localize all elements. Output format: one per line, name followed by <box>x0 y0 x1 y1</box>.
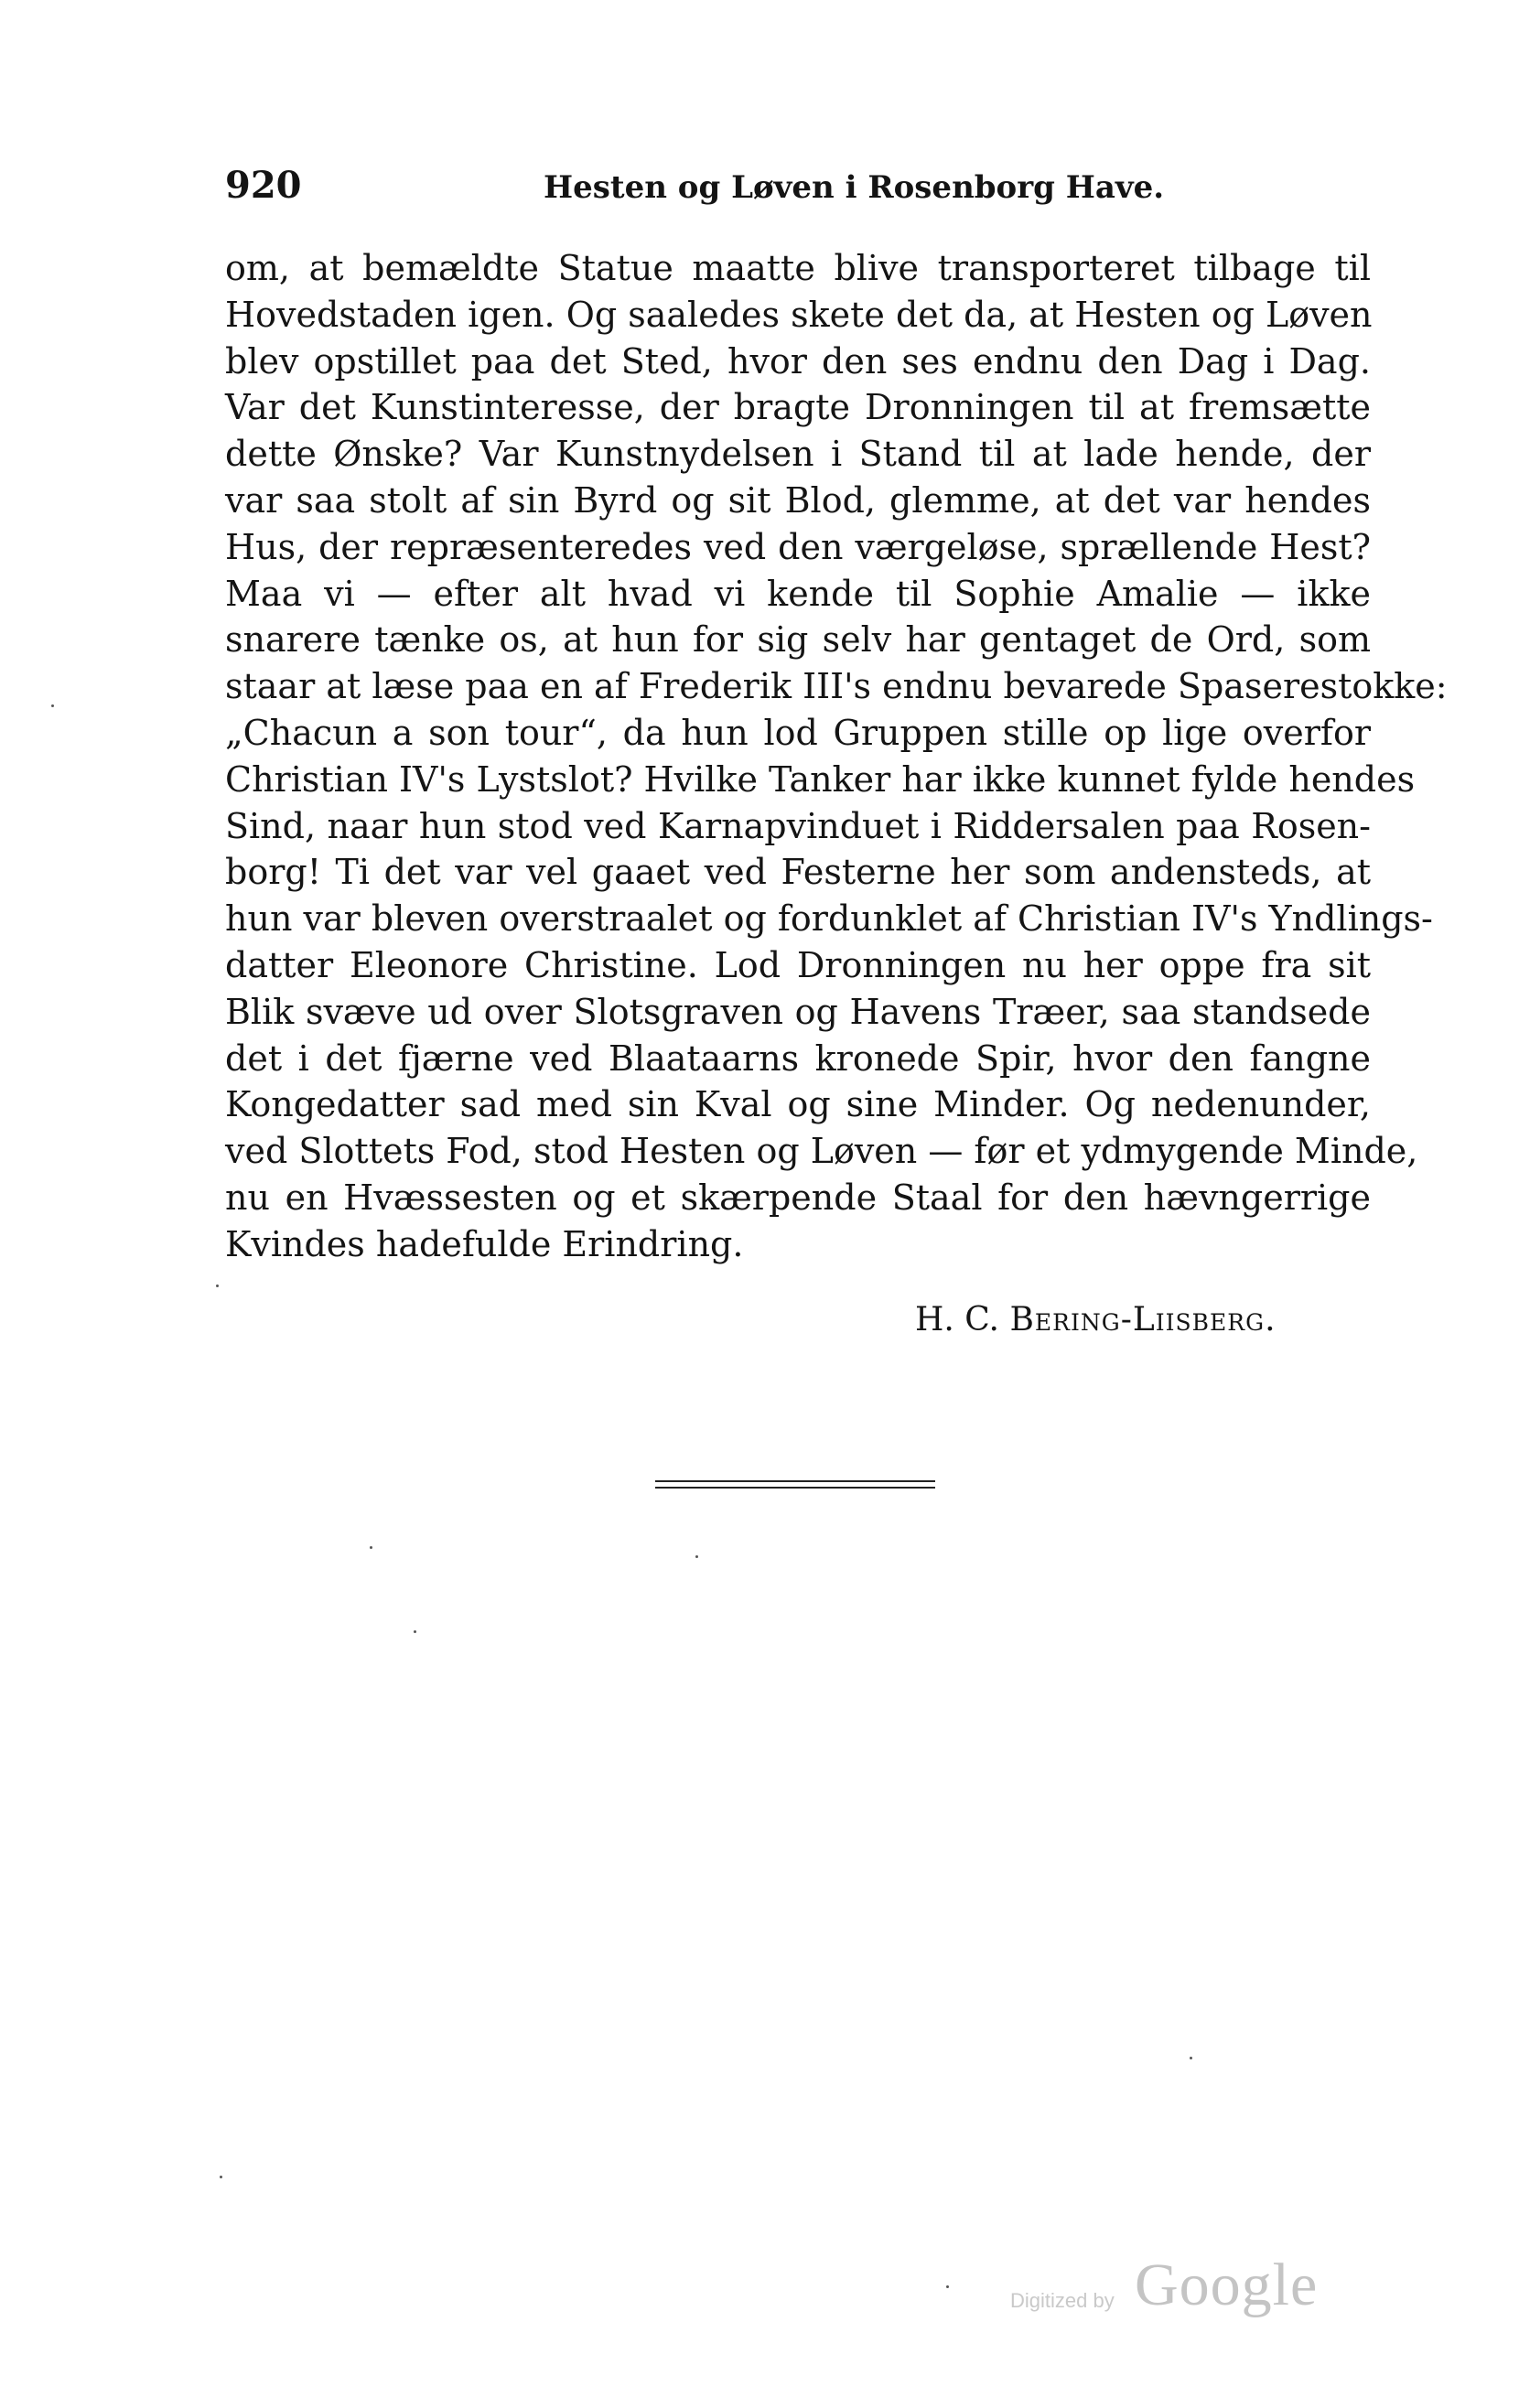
text-line: det i det fjærne ved Blaataarns kronede Spir, hvor den fangne <box>225 1037 1371 1079</box>
scan-speck <box>946 2285 949 2288</box>
text-line-last: Kvindes hadefulde Erindring. <box>225 1223 744 1264</box>
author-initials: H. C. <box>915 1301 999 1338</box>
text-line: Var det Kunstinteresse, der bragte Dronningen til at fremsætte <box>225 387 1371 428</box>
scan-speck <box>216 1285 219 1287</box>
body-text <box>225 245 1448 1268</box>
text-line: blev opstillet paa det Sted, hvor den ses endnu den Dag i Dag. <box>225 340 1371 382</box>
text-line: Christian IV's Lystslot? Hvilke Tanker har ikke kunnet fylde hendes <box>225 758 1416 800</box>
scan-speck <box>414 1630 416 1633</box>
digitized-watermark <box>1010 2251 1321 2324</box>
text-line: om, at bemældte Statue maatte blive transporteret tilbage til <box>225 248 1371 288</box>
author-surname: Bering-Liisberg. <box>1009 1301 1277 1338</box>
text-line: nu en Hvæssesten og et skærpende Staal for den hævngerrige <box>225 1177 1371 1218</box>
text-line: borg! Ti det var vel gaaet ved Festerne her som andensteds, at <box>225 852 1371 893</box>
page-number: 920 <box>225 164 302 207</box>
text-line: Hovedstaden igen. Og saaledes skete det da, at Hesten og Løven <box>225 294 1373 335</box>
scan-speck <box>220 2176 222 2178</box>
scan-speck <box>1190 2057 1192 2059</box>
text-line: staar at læse paa en af Frederik III's endnu bevarede Spaserestokke: <box>225 666 1448 707</box>
running-title: Hesten og Løven i Rosenborg Have. <box>544 169 1165 206</box>
page-header <box>225 163 1378 209</box>
text-line: Hus, der repræsenteredes ved den værgeløse, sprællende Hest? <box>225 526 1371 567</box>
text-line: Sind, naar hun stod ved Karnapvinduet i Riddersalen paa Rosen- <box>225 805 1371 846</box>
text-line: Blik svæve ud over Slotsgraven og Havens Træer, saa standsede <box>225 991 1371 1032</box>
text-line: dette Ønske? Var Kunstnydelsen i Stand til at lade hende, der <box>225 434 1371 475</box>
text-line: ved Slottets Fod, stod Hesten og Løven — før et ydmygende Minde, <box>225 1131 1418 1172</box>
scan-speck <box>51 704 54 707</box>
scan-speck <box>695 1555 698 1558</box>
google-logo: Google <box>1135 2252 1319 2318</box>
text-line: Kongedatter sad med sin Kval og sine Minder. Og nedenunder, <box>225 1084 1371 1125</box>
text-line: „Chacun a son tour“, da hun lod Gruppen stille op lige overfor <box>225 712 1371 753</box>
section-end-rule <box>655 1480 935 1489</box>
text-line: hun var bleven overstraalet og fordunklet af Christian IV's Yndlings- <box>225 898 1433 940</box>
text-line: var saa stolt af sin Byrd og sit Blod, glemme, at det var hendes <box>225 479 1371 521</box>
author-signature <box>915 1297 1277 1343</box>
watermark-prefix: Digitized by <box>1010 2289 1115 2312</box>
scan-speck <box>370 1546 372 1549</box>
text-line: datter Eleonore Christine. Lod Dronningen nu her oppe fra sit <box>225 944 1371 985</box>
text-line: Maa vi — efter alt hvad vi kende til Sophie Amalie — ikke <box>225 573 1371 614</box>
text-line: snarere tænke os, at hun for sig selv har gentaget de Ord, som <box>225 619 1371 661</box>
